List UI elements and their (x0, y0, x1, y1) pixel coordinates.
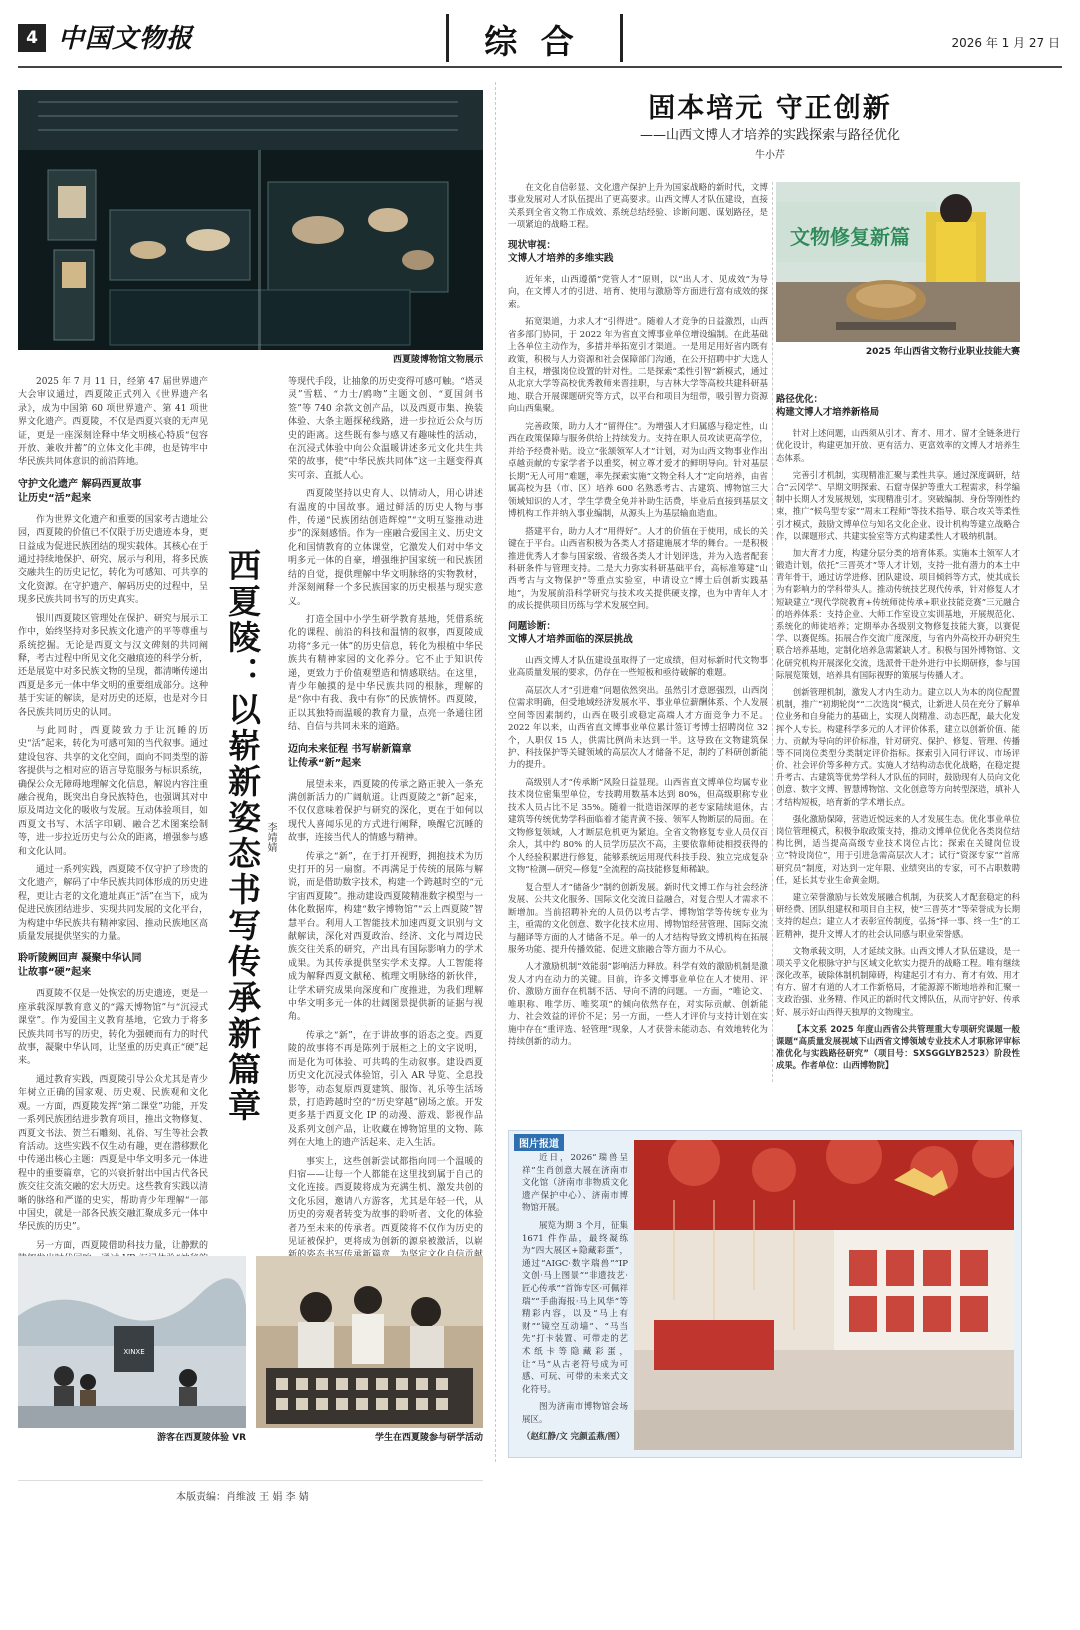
page-number: 4 (18, 24, 46, 52)
header-divider-right (620, 14, 623, 62)
main-article-author: 李靖婧 (265, 822, 276, 852)
photo-report-paragraph: 近日，2026“瑞兽呈祥”生肖创意大展在济南市文化馆（济南市非物质文化遗产保护中心）、济南市博物馆开展。 (522, 1153, 628, 1214)
article-paragraph: 针对上述问题，山西须从引才、育才、用才、留才全链条进行优化设计，构建更加开放、更有活力、更富效率的文博人才培养生态体系。 (776, 428, 1020, 463)
article-paragraph: 银川西夏陵区管理处在保护、研究与展示工作中，始终坚持对多民族文化遗产的平等尊重与系统挖掘。无论是西夏文与汉文碑刻的共同阐释，考古过程中所见文化交融痕迹的科学分析，还是展览中对多民族文物的呈现，都清晰传递出西夏是多元一体中华文明的重要组成部分。这种基于实证的解读，是对历史的还原，也是对今日各民族共同历史的认同。 (18, 613, 208, 718)
zodiac-exhibition-illustration (634, 1140, 1014, 1450)
right-article-subtitle: ——山西文博人才培养的实践探索与路径优化 (639, 128, 900, 143)
vr-booth-sign: XINXE (123, 1348, 145, 1356)
photo-report-paragraph: 展览为期 3 个月，征集 1671 件作品，最终凝练为“四大展区+隐藏彩蛋”，通过“AIGC·数字瑞兽”“IP 文创·马上图景”“非遗技艺·匠心传承”“首饰专区·可佩祥瑞”“手曲海报·马上风华”等精彩内容，以及“马上有财”“镜空互动墙”、“马当先”打卡装置、可带走的艺术纸卡等隐藏彩蛋，让“马”从古老符号成为可感、可玩、可带的未来式文化符号。 (522, 1220, 628, 1395)
photo-report-credit: （赵红静/文 完颜孟燕/图） (522, 1432, 625, 1443)
article-paragraph: 作为世界文化遗产和重要的国家考古遗址公园，西夏陵的价值已不仅限于历史遗迹本身，更日益成为促进民族团结的现实载体。其核心在于通过持续地保护、研究、展示与利用，将多民族交融共生的历史记忆，转化为可感知、可共享的文化资源。在守护遗产、解码历史的过程中，呈现多民族共同书写的历史真实。 (18, 514, 208, 606)
article-paragraph: 建立荣誉激励与长效发展融合机制，为获奖人才配套稳定的科研经费、团队组建权和项目自主权，使“三晋英才”等荣誉成为长期支持的起点；建立人才表彰宣传制度，弘扬“择一事、终一生”的工匠精神，提升文博人才的社会认同感与职业荣誉感。 (776, 891, 1020, 939)
masthead-logo: 中国文物报 (58, 24, 194, 54)
zodiac-exhibition-photo (634, 1140, 1014, 1450)
article-paragraph: 传承之“新”，在于打开视野，拥抱技术为历史打开的另一扇窗。不再满足于传统的展陈与解说，而是借助数字技术，构建一个跨越时空的“元宇宙西夏陵”。推动建设西夏陵精准数字模型与一体化数据库，构建“数字博物馆”“云上西夏陵”智慧平台。利用人工智能技术加速西夏文识别与文献解读，深化对西夏政治、经济、文化与周边民族交往关系的研究，产出具有国际影响力的学术成果。为其传承提供坚实学术支撑。人工智能将成为解释西夏文献秘、梳理文明脉络的新伙伴，让学术研究成果向深度和广度推进，为我们理解中华文明多元一体的壮阔图景提供新的证据与视角。 (288, 851, 483, 1023)
study-tour-illustration (256, 1256, 483, 1428)
study-tour-photo (256, 1256, 483, 1428)
subheading-line: 迈向未来征程 书写崭新篇章 (288, 743, 412, 755)
article-paragraph: 搭建平台，助力人才“用得好”。人才的价值在于使用，成长的关键在于平台。山西省积极为各类人才搭建施展才华的舞台。一是积极推进优秀人才参与国家级、省级各类人才计划评选，并为入选者配套科研条件与管理支持。二是大力弥实科研基础平台，高标准筹建“山西考古与文物保护”等重点实验室，申请设立“博士后创新实践基地”，为发展前沿科学研究与技术攻关提供硬支撑，也为中青年人才的成长提供项目历练与学术发展空间。 (508, 526, 768, 612)
article-paragraph: 完善政策，助力人才“留得住”。为增强人才归属感与稳定性，山西在政策保障与服务供给上持续发力。支持在职人员攻读更高学位，并给予经费补贴。设立“张颔领军人才”计划，对为山西文物事业作出卓越贡献的专家学者予以重奖，树立尊才爱才的鲜明导向。针对基层长期“无人可用”难题，率先探索实施“文物全科人才”定向培养，由省属高校为县（市、区）培养 600 名熟悉考古、古建筑、博物馆三大领域知识的人才，学生学费全免并补助生活费，毕业后直接到基层文博机构工作并纳入事业编制，从源头上为基层输血造血。 (508, 421, 768, 520)
article-paragraph: 等现代手段，让抽象的历史变得可感可触。“塔灵灵”雪糕、“力士/鸥吻”主题文创、“夏国剑书签”等 740 余款文创产品，以及西夏市集、换装体验、大条主题探秘线路，进一步拉近公众与历史的距离。这些既有参与感又有趣味性的活动，在沉浸式体验中向公众温暖讲述多元文化共生共荣的故事，使“中华民族共同体”这一主题变得真实可亲、直抵人心。 (288, 377, 483, 481)
article-paragraph: 2025 年 7 月 11 日，经第 47 届世界遗产大会审议通过，西夏陵正式列入《世界遗产名录》，成为中国第 60 项世界遗产、第 41 项世界文化遗产。西夏陵，不仅是西夏兴衰的无声见证，更是一座深刻诠释中华文明核心特质“包容开放、兼收并蓄”的立体文化丰碑，也是铸牢中华民族共同体意识的前沿阵地。 (18, 377, 208, 468)
article-paragraph: 强化激励保障，营造近悦远来的人才发展生态。优化事业单位岗位管理模式，积极争取政策支持，推动文博单位优化各类岗位结构比例，适当提高高级专业技术岗位占比；探索在关键岗位设立“特设岗位”，用于引进急需高层次人才；试行“资深专家”“首席研究员”制度，对达到一定年限、业绩突出的专家，可不占职数聘任，延长其专业生命黄金期。 (776, 813, 1020, 885)
museum-exhibit-photo (18, 90, 483, 350)
page-editors: 本版责编：肖维波 王 娟 李 婧 (176, 1492, 309, 1503)
section-subheading (776, 394, 1020, 419)
subheading-line: 文博人才培养面临的深层挑战 (508, 633, 633, 645)
article-paragraph: 创新管理机制，激发人才内生动力。建立以人为本的岗位配置机制，推广“初期轮岗”“二次选岗”模式，让新进人员在充分了解单位业务和自身能力的基础上，实现人岗精准、动态匹配，最大化发挥个人专长。构建科学多元的人才评价体系，建立以创新价值、能力、贡献为导向的评价标准，针对研究、保护、修复、管理、传播等不同岗位类型分类制定评价指标。探索引入同行评议、市场评价、社会评价等多种方式。实施人才结构动态优化战略，在稳定提升考古、古建筑等优势学科人才队伍的同时，鼓励现有人员向文化创意、数字文博、智慧博物馆、文化创意等方向转型深造，填补人才结构短板，培育新的学术增长点。 (776, 686, 1020, 807)
article-paragraph: 在文化自信彰显、文化遗产保护上升为国家战略的新时代，文博事业发展对人才队伍提出了更高要求。山西文博人才队伍建设，直接关系到全省文物工作成效、系统总结经验、诊断问题、谋划路径，是一项紧迫的战略工程。 (508, 183, 768, 231)
article-paragraph: 人才激励机制“效能弱”影响活力释放。科学有效的激励机制是激发人才内在动力的关键。目前，许多文博事业单位在人才使用、评价、激励方面存在机制不活、导向不清的问题。一方面，“唯论文、唯职称、唯学历、唯奖项”的倾向依然存在，对实际贡献、创新能力、社会效益的评价不足；另一方面，一些人才评价与支持计划在实施中存在“重评选、轻管理”现象，人才获誉未能动态、有效地转化为持续创新的动力。 (508, 962, 768, 1048)
subheading-line: 让历史“活”起来 (18, 492, 92, 504)
section-title: 综 合 (484, 22, 580, 61)
skills-contest-photo (776, 182, 1020, 342)
vr-experience-photo (18, 1256, 246, 1428)
article-paragraph: 通过一系列实践，西夏陵不仅守护了珍贵的文化遗产，解码了中华民族共同体形成的历史进程，更让古老的文化遗址真正“活”在当下，成为促进民族团结进步、实现共同发展的文化平台，为构建中华民族共有精神家园、推动民族地区高质量发展提供坚实的力量。 (18, 865, 208, 943)
subheading-line: 守护文化遗产 解码西夏故事 (18, 478, 142, 490)
study-tour-caption: 学生在西夏陵参与研学活动 (374, 1433, 483, 1443)
article-paragraph: 西夏陵不仅是一处恢宏的历史遗迹，更是一座承载深厚教育意义的“露天博物馆”与“沉浸式课堂”。作为爱国主义教育基地，它致力于将多民族共同书写的历史，转化为强硬而有力的时代故事，凝聚中华认同，让坚重的历史真正“硬”起来。 (18, 989, 208, 1067)
subheading-line: 让传承“新”起来 (288, 757, 362, 769)
main-article-title: 西夏陵：以崭新姿态书写传承新篇章 (223, 548, 262, 1124)
article-paragraph: 通过教育实践，西夏陵引导公众尤其是青少年树立正确的国家观、历史观、民族观和文化观。一方面，西夏陵发挥“第二课堂”功能，开发一系列民族团结进步教育项目，推出文物修复、西夏文书法、贺兰石雕刻、礼俗、写生等社会教育活动。这些实践不仅生动有趣，更在潜移默化中传递出核心主题：西夏是中华文明多元一体进程中的重要篇章，它的兴衰折射出中国古代各民族交往交流交融的宏大历史。这些教育实践以清晰的脉络和严谨的史实，帮助青少年理解“一部中国史，就是一部各民族交融汇聚成多元一体中华民族的历史”。 (18, 1074, 208, 1233)
header-divider-left (446, 14, 449, 62)
section-subheading (288, 743, 483, 771)
photo-report-paragraph: 图为济南市博物馆会场展区。 (522, 1402, 628, 1425)
right-article-column-2 (776, 386, 1020, 1086)
article-paragraph: 近年来，山西遵循“党管人才”原则，以“出人才、见成效”为导向，在文博人才的引进、培育、使用与激励等方面进行富有成效的探索。 (508, 274, 768, 310)
funding-note: 【本文系 2025 年度山西省公共管理重大专项研究课题一般课题“高质量发展视域下山西省文博领域专业技术人才职称评审标准优化与实践路径研究”（项目号：SXSGGLYB2523）阶段性成果。作者单位：山西博物院】 (776, 1023, 1020, 1071)
article-paragraph: 与此同时，西夏陵致力于让沉睡的历史“活”起来，转化为可感可知的当代叙事。通过建设包容、共享的文化空间，面向不同类型的游客提供与之相对应的语言导览服务与标识系统，确保公众无障碍地理解文化信息，解说内容注重融合视角，既突出自身民族特色，也强调其对中原及周边文化的吸收与发展。互动体验项目，如西夏文书写、木活字印刷、融合艺术图案绘制等，进一步拉近历史与公众的距离，增强参与感和文化认同。 (18, 725, 208, 857)
article-paragraph: 高层次人才“引进难”问题依然突出。虽然引才意愿强烈，山西岗位需求明确，但受地域经济发展水平、事业单位薪酬体系、个人发展空间等因素制约，山西在吸引或稳定高端人才方面竞争力不足。2022 年以来，山西省直文博事业单位累计签订考博士招聘岗位 32 个，人职仅 15 人，供需比例尚未达到一半。这导致在文物建筑保护、科技保护等关键领域的高层次人才储备不足，制约了科研创新能力的提升。 (508, 685, 768, 771)
article-paragraph: 加大育才力度，构建分层分类的培育体系。实施本土领军人才锻造计划，依托“三晋英才”等人才计划，支持一批有潜力的本土中青年骨干，通过访学进修、团队建设、项目倾斜等方式，使其成长为有影响力的学科带头人。推动传统技艺现代传承，针对修复人才短缺建立“现代学院教育+传统师徒传承+职业技能竞赛”三元融合的培养体系：支持企业、大师工作室设立实训基地，开展规范化、系统化的师徒培养；定期举办各级别文物修复技能大赛，以赛促学、以赛促练。拓展合作交流广度深度，与省内外高校开办研究生联合培养基地，定制化培养急需紧缺人才。积极与国外博物馆、文化研究机构开展深化交流，选派骨干赴外进行中长期研修，参与国际展览策划，培养具有国际视野的策展与传播人才。 (776, 547, 1020, 680)
vr-experience-caption: 游客在西夏陵体验 VR (156, 1433, 246, 1443)
article-paragraph: 山西文博人才队伍建设虽取得了一定成绩，但对标新时代文物事业高质量发展的要求，仍存在一些短板和亟待破解的难题。 (508, 655, 768, 679)
article-paragraph: 西夏陵坚持以史育人、以情动人，用心讲述有温度的中国故事。通过鲜活的历史人物与事件，传递“民族团结创造辉煌”“文明互鉴推动进步”的深刻感悟。作为一座融合爱国主义、历史文化和国情教育的立体课堂，它激发人们对中华文明多元一体的自豪，增强维护国家统一和民族团结的自觉，提供理解中华文明脉络的实物教材，并深刻阐释一个多民族国家的历史根基与现实意义。 (288, 489, 483, 607)
article-paragraph: 拓宽渠道，力求人才“引得进”。随着人才竞争的日益激烈，山西省多部门协同，于 2022 年为省直文博事业单位增设编制。在此基础上各单位主动作为，多措并举拓宽引才渠道。一是用足用好省内既有政策，积极与人力资源和社会保障部门沟通，在公开招聘中扩大选人自主权，增强岗位设置的针对性。二是探索“柔性引智”新模式，通过从北京大学等高校优秀教师来晋挂职，与吉林大学等高校共建科研基地、联合开展课题研究等方式，以平台和项目为纽带，吸引智力资源向山西集聚。 (508, 317, 768, 415)
subheading-line: 文博人才培养的多维实践 (508, 252, 614, 264)
main-article-column-2 (288, 376, 483, 1390)
contest-backdrop-text: 文物修复新篇 (790, 225, 910, 249)
issue-date: 2026 年 1 月 27 日 (951, 36, 1060, 50)
photo-report-text (522, 1152, 628, 1452)
right-article-title: 固本培元 守正创新 (648, 93, 892, 124)
article-paragraph: 另一方面，西夏陵借助科技力量，让静默的 (36, 1240, 208, 1251)
section-subheading (508, 621, 768, 647)
article-paragraph: 打造全国中小学生研学教育基地，凭借系统化的课程、前沿的科技和温情的叙事，西夏陵成功将“多元一体”的历史信息，转化为根植中华民族共有精神家园的文化养分。它不止于知识传递，更致力于价值观塑造和情感联结。在这里，青少年触摸的是中华民族共同的根脉，理解的是“你中有我、我中有你”的民族情怀。西夏陵，正以其独特而温暖的教育力量，点亮一条通往团结、自信与共同未来的道路。 (288, 614, 483, 733)
skills-contest-caption: 2025 年山西省文物行业职业技能大赛 (865, 347, 1020, 357)
photo-report-label: 图片报道 (514, 1134, 564, 1151)
section-subheading (508, 240, 768, 266)
article-paragraph: 文物承载文明，人才延续文脉。山西文博人才队伍建设，是一项关乎文化根脉守护与区域文化软实力提升的战略工程。唯有继续深化改革，破除体制机制障碍，构建起引才有力、育才有效、用才有方、留才有道的人才工作新格局，才能源源不断地培养和汇聚一支政治强、业务精、作风正的新时代文博队伍，从而守护好、传承好、展示好山西得天独厚的文物瑰宝。 (776, 945, 1020, 1017)
vr-experience-illustration (18, 1256, 246, 1428)
museum-exhibit-caption: 西夏陵博物馆文物展示 (392, 355, 483, 365)
section-subheading (18, 478, 208, 506)
section-subheading (18, 952, 208, 980)
subheading-line: 现状审视： (508, 239, 556, 251)
right-article-column-1 (508, 182, 768, 1072)
subheading-line: 路径优化： (776, 394, 823, 405)
footer-rule (18, 1480, 483, 1481)
header-rule (18, 66, 1062, 68)
column-separator-main (495, 82, 496, 1462)
museum-exhibit-illustration (18, 90, 483, 350)
subheading-line: 让故事“硬”起来 (18, 967, 92, 979)
column-separator-right (772, 182, 773, 1082)
main-article-column-1 (18, 376, 208, 1390)
subheading-line: 问题诊断： (508, 620, 556, 632)
right-article-author: 牛小芹 (755, 150, 785, 161)
skills-contest-illustration (776, 182, 1020, 342)
article-paragraph: 完善引才机制，实现精准汇聚与柔性共享。通过深度调研，结合“云冈学”、早期文明探索、石窟寺保护等重大工程需求，科学编制中长期人才发展规划，实现精准引才。突破编制、身份等刚性约束，推广“候鸟型专家”“周末工程师”等技术指导、联合攻关等柔性引才模式，鼓励文博单位与知名文化企业、设计机构等建立战略合作，以课题形式、共建实验室等方式构建柔性人才吸纳机制。 (776, 469, 1020, 541)
article-paragraph: 事实上，这些创新尝试都指向同一个温暖的归宿——让每一个人都能在这里找到属于自己的文化连接。西夏陵将成为充满生机、激发共创的文化乐园，邀请八方游客，尤其是年轻一代，从历史的旁观者转变为故事的聆听者、文化的体验者乃至未来的传承者。西夏陵将不仅作为历史的见证被保护，更将成为创新的源泉被激活，以崭 (288, 1156, 483, 1247)
article-paragraph: 高级别人才“传承断”风险日益显现。山西省直文博单位均属专业技术岗位密集型单位，专技聘用数基本达到 80%，但高级职称专业技术人员占比不足 35%。随着一批造诣深厚的老专家陆续退休，古建筑等传统优势学科面临着才能青黄不接、领军人物断层的局面。在文物修复领域，人才断层危机更为紧迫。全省文物修复专业人员仅百余人，其中约 80% 的人员学历层次不高，主要依靠师徒相授获得的个人经验积累进行修复，能够系统运用现代科技手段、独立完成复杂文物“检测—研究—修复”全流程的高技能修复师稀缺。 (508, 777, 768, 876)
subheading-line: 聆听陵阙回声 凝聚中华认同 (18, 953, 142, 965)
subheading-line: 构建文博人才培养新格局 (776, 406, 880, 418)
article-paragraph: 复合型人才“储备少”制约创新发展。新时代文博工作与社会经济发展、公共文化服务、国际文化交流日益融合，对复合型人才需求不断增加。当前招聘补充的人员仍以考古学、博物馆学等传统专业为主，亟需的文化创意、数字化技术应用、博物馆经营管理、国际交流与翻译等方面的人才储备不足。单一的人才结构导致文博机构在拓展服务功能、提升传播效能、促进文旅融合等方面力不从心。 (508, 882, 768, 955)
article-paragraph: 展望未来，西夏陵的传承之路正驶入一条充满创新活力的广阔航道。让西夏陵之“新”起来，不仅仅意味着保护与研究的深化，更在于如何以现代人喜闻乐见的方式进行阐释，唤醒它沉睡的故事，连接当代人的情感与精神。 (288, 779, 483, 844)
article-paragraph: 传承之“新”，在于讲故事的语态之变。西夏陵的故事将不再是陈列于展柜之上的文字说明，而是化为可体验、可共鸣的生动叙事。建设西夏历史文化沉浸式体验馆，引入 AR 导览、全息投影等，动态复原西夏建筑、服饰、礼乐等生活场景，打造跨越时空的“历史穿越”剧场之旅。开发更多基于西夏文化 IP 的动漫、游戏、影视作品及系列文创产品，让收藏在博物馆里的文物、陈列在大地上的遗产活起来、走入生活。 (288, 1030, 483, 1149)
